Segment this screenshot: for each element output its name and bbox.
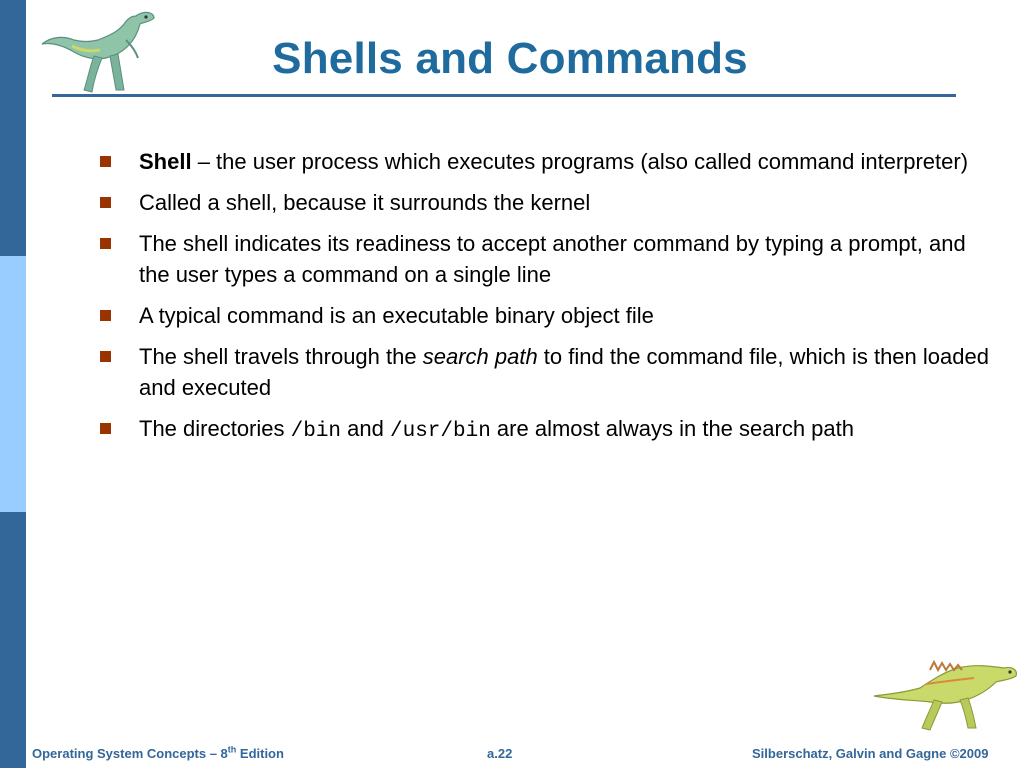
footer-page-number: a.22 (487, 746, 513, 761)
bullet-text: The shell indicates its readiness to accept another command by typing a prompt, and the user types a command on a single line (139, 231, 966, 287)
list-item (100, 341, 1000, 403)
footer-edition-text: Edition (236, 746, 284, 761)
bullet-text: Called a shell, because it surrounds the kernel (139, 190, 591, 215)
bullet-text: A typical command is an executable binary object file (139, 303, 654, 328)
list-item (100, 413, 1000, 447)
footer-copyright: Silberschatz, Galvin and Gagne ©2009 (752, 746, 989, 761)
dinosaur-logo-icon (36, 6, 158, 98)
list-item (100, 146, 1000, 177)
bullet-text: and (341, 416, 390, 441)
square-bullet-icon (100, 197, 111, 208)
code-path: /bin (290, 420, 342, 443)
square-bullet-icon (100, 156, 111, 167)
square-bullet-icon (100, 423, 111, 434)
side-strip (0, 0, 26, 768)
bullet-bold-term: Shell (139, 149, 192, 174)
bullet-text: The directories (139, 416, 291, 441)
footer-book-title-text: Operating System Concepts – 8 (32, 746, 228, 761)
list-item (100, 187, 1000, 218)
title-divider (52, 94, 956, 97)
bullet-text: – the user process which executes programs (also called command interpreter) (191, 149, 969, 174)
footer-book-title (32, 746, 284, 761)
bullet-italic-term: search path (422, 344, 538, 369)
code-path: /usr/bin (389, 420, 491, 443)
page-title: Shells and Commands (272, 34, 748, 83)
side-strip-top (0, 0, 26, 256)
square-bullet-icon (100, 351, 111, 362)
footer-edition-superscript: th (227, 744, 237, 755)
square-bullet-icon (100, 310, 111, 321)
bullet-list (100, 146, 1000, 457)
side-strip-middle (0, 256, 26, 512)
bullet-text: are almost always in the search path (490, 416, 854, 441)
bullet-text: The shell travels through the (139, 344, 423, 369)
bullet-text: to find the command file, which is then loaded and executed (139, 344, 989, 400)
list-item (100, 228, 1000, 290)
side-strip-bottom (0, 512, 26, 768)
dinosaur-logo-icon (870, 660, 1020, 732)
list-item (100, 300, 1000, 331)
square-bullet-icon (100, 238, 111, 249)
